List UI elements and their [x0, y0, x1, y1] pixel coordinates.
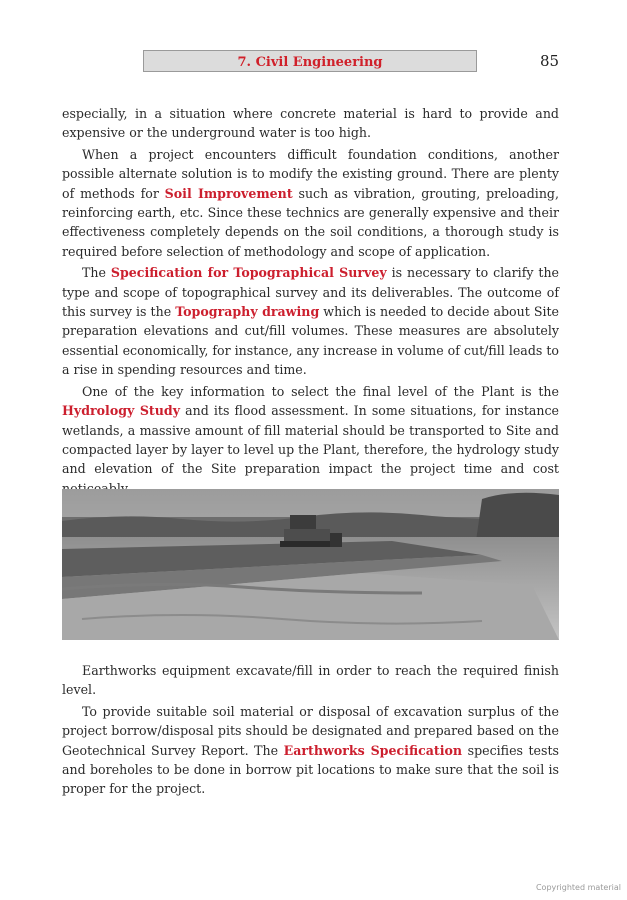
page-number: 85	[540, 52, 560, 70]
chapter-title: 7. Civil Engineering	[237, 55, 383, 70]
earthworks-photo-image	[62, 489, 559, 640]
highlight-term: Earthworks Specification	[283, 742, 463, 758]
chapter-header	[143, 50, 477, 72]
highlight-term: Soil Improvement	[164, 185, 293, 201]
paragraph: One of the key information to select the final level of the Plant is the Hydrology Study and its flood assessment. In some situations, for instance wetlands, a massive amount of fill material should be transported to Site and compacted layer by layer to level up the Plant, therefore, the hydrology study and elevation of the Site preparation impact the project time and cost	[62, 383, 559, 477]
paragraph: The Specification for Topographical Survey is necessary to clarify the type and scope of topographical survey and its deliverables. The outcome of this survey is the Topography drawing which is needed to decide about Site preparation elevations and cut/fill volumes. These measures are absolutely essential economically, for instance, any increase in volume of cut/fill leads to a rise in spending resources and time.	[62, 265, 560, 378]
paragraph: When a project encounters difficult foundation conditions, another possible alternate solution is to modify the existing ground. There are plenty of methods for Soil Improvement such as vibration, grouting, preloading, reinforcing earth, etc. Since these technics are generally expensive and their effectiveness completely depends on the soil conditions, a thorough study is required before selection of methodology and scope of application.	[62, 146, 559, 259]
paragraph: especially, in a situation where concrete material is hard to provide and expensive or the underground water is too high.	[62, 106, 559, 141]
body-text-top	[62, 104, 559, 500]
highlight-term: Topography drawing	[175, 304, 320, 320]
highlight-term: Hydrology Study	[62, 403, 181, 419]
paragraph: Earthworks equipment excavate/fill in order to reach the required finish level.	[62, 663, 559, 698]
earthworks-photo	[62, 489, 559, 640]
highlight-term: Specification for Topographical Survey	[110, 265, 387, 281]
copyright-notice: Copyrighted material	[535, 883, 621, 892]
body-text-bottom	[62, 661, 559, 801]
paragraph: To provide suitable soil material or disposal of excavation surplus of the project borrow/disposal pits should be designated and prepared based on the Geotechnical Survey Report. The Earthworks Specification specifies tests and boreholes to be done in borrow pit locations to make sure that the soil is proper for the project.	[62, 703, 559, 797]
